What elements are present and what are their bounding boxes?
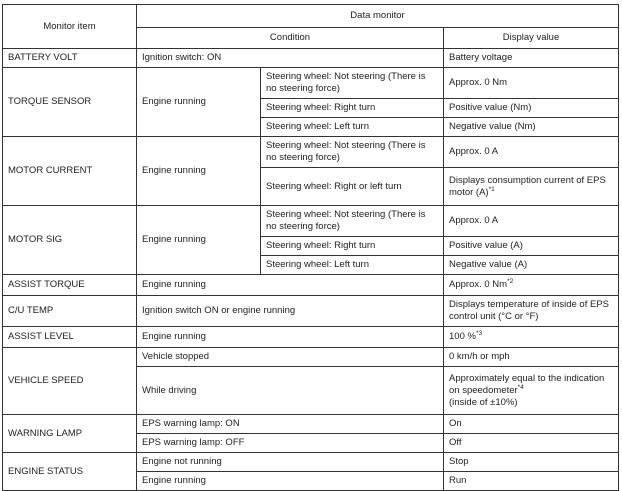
table-row [3,348,619,367]
condition: Engine running [137,275,444,296]
display-value: Approx. 0 Nm [444,68,619,99]
monitor-item: C/U TEMP [3,296,137,327]
table-row [3,296,619,327]
condition: Engine not running [137,453,444,472]
monitor-item: WARNING LAMP [3,415,137,453]
header-data-monitor: Data monitor [137,5,619,28]
monitor-item: MOTOR CURRENT [3,137,137,206]
footnote-mark: *3 [475,330,483,337]
monitor-item: VEHICLE SPEED [3,348,137,415]
display-value [444,275,619,296]
condition: EPS warning lamp: OFF [137,434,444,453]
monitor-item: ASSIST LEVEL [3,327,137,348]
data-monitor-table [2,4,619,491]
sub-condition: Steering wheel: Not steering (There is no steering force) [261,206,444,237]
display-value: Run [444,472,619,491]
condition: Vehicle stopped [137,348,444,367]
condition: Engine running [137,472,444,491]
table-row [3,327,619,348]
condition: Ignition switch: ON [137,49,444,68]
display-value: Off [444,434,619,453]
header-monitor-item: Monitor item [3,5,137,49]
sub-condition: Steering wheel: Right turn [261,237,444,256]
sub-condition: Steering wheel: Not steering (There is no steering force) [261,68,444,99]
display-value [444,168,619,206]
monitor-item: BATTERY VOLT [3,49,137,68]
monitor-item: TORQUE SENSOR [3,68,137,137]
table-row [3,137,619,168]
table-row [3,49,619,68]
sub-condition: Steering wheel: Right or left turn [261,168,444,206]
display-value [444,327,619,348]
table-row [3,453,619,472]
sub-condition: Steering wheel: Left turn [261,256,444,275]
condition: While driving [137,367,444,415]
display-value: Positive value (Nm) [444,99,619,118]
display-value: Stop [444,453,619,472]
monitor-item: ASSIST TORQUE [3,275,137,296]
footnote-mark: *2 [507,278,514,285]
monitor-item: ENGINE STATUS [3,453,137,491]
monitor-item: MOTOR SIG [3,206,137,275]
header-display-value: Display value [444,28,619,49]
condition: Engine running [137,206,261,275]
display-value: Negative value (Nm) [444,118,619,137]
table-row [3,68,619,99]
value-text: 100 % [449,331,476,342]
display-value: Negative value (A) [444,256,619,275]
footnote-mark: *4 [517,383,524,391]
sub-condition: Steering wheel: Not steering (There is no steering force) [261,137,444,168]
display-value: On [444,415,619,434]
display-value: Approx. 0 A [444,206,619,237]
value-text: Displays consumption current of EPS motor (A) [449,174,606,198]
table-row [3,275,619,296]
display-value: Battery voltage [444,49,619,68]
display-value: Approx. 0 A [444,137,619,168]
header-condition: Condition [137,28,444,49]
value-tolerance: (inside of ±10%) [449,396,518,408]
condition: Engine running [137,327,444,348]
display-value: Positive value (A) [444,237,619,256]
display-value: 0 km/h or mph [444,348,619,367]
condition: EPS warning lamp: ON [137,415,444,434]
table-row [3,206,619,237]
condition: Engine running [137,68,261,137]
condition: Ignition switch ON or engine running [137,296,444,327]
table-row [3,415,619,434]
display-value [444,367,619,415]
display-value: Displays temperature of inside of EPS control unit (°C or °F) [444,296,619,327]
condition: Engine running [137,137,261,206]
value-text: Approx. 0 Nm [449,279,508,290]
sub-condition: Steering wheel: Left turn [261,118,444,137]
sub-condition: Steering wheel: Right turn [261,99,444,118]
footnote-mark: *1 [488,185,495,193]
value-text: Approximately equal to the indication on speedometer [449,372,605,396]
